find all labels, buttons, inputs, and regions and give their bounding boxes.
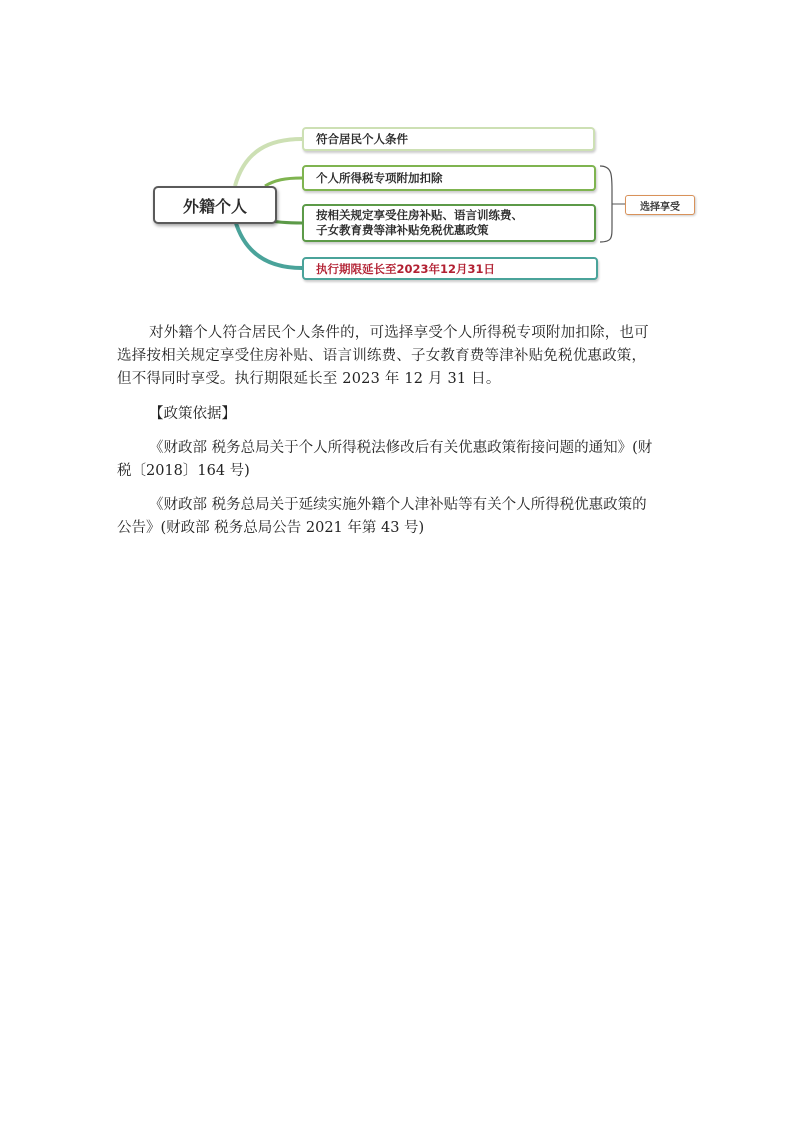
reference-1 [117,437,677,483]
node-deadline: 执行期限延长至2023年12月31日 [302,257,598,280]
paragraph-line: 但不得同时享受。执行期限延长至 2023 年 12 月 31 日。 [117,371,501,387]
branch-line-4 [235,220,302,268]
node-special-deduction: 个人所得税专项附加扣除 [302,165,596,191]
reference-line: 《财政部 税务总局关于个人所得税法修改后有关优惠政策衔接问题的通知》(财 [149,440,653,456]
node-resident-condition: 符合居民个人条件 [302,127,595,151]
mind-map-diagram [0,0,793,300]
node-allowance-exemption [302,204,596,242]
policy-basis-heading: 【政策依据】 [149,406,236,422]
choose-enjoy-label: 选择享受 [625,195,695,215]
reference-line: 《财政部 税务总局关于延续实施外籍个人津补贴等有关个人所得税优惠政策的 [149,497,647,513]
paragraph-line: 选择按相关规定享受住房补贴、语言训练费、子女教育费等津补贴免税优惠政策， [117,348,647,364]
branch-line-2 [265,178,302,186]
node-line: 按相关规定享受住房补贴、语言训练费、 [316,208,523,222]
reference-line: 公告》(财政部 税务总局公告 2021 年第 43 号) [117,520,425,536]
root-node: 外籍个人 [153,186,277,224]
policy-paragraph [117,322,677,391]
node-line: 子女教育费等津补贴免税优惠政策 [316,223,489,237]
reference-2 [117,494,677,540]
brace [600,166,612,242]
reference-line: 税〔2018〕164 号) [117,463,250,479]
paragraph-line: 对外籍个人符合居民个人条件的，可选择享受个人所得税专项附加扣除，也可 [149,325,649,341]
